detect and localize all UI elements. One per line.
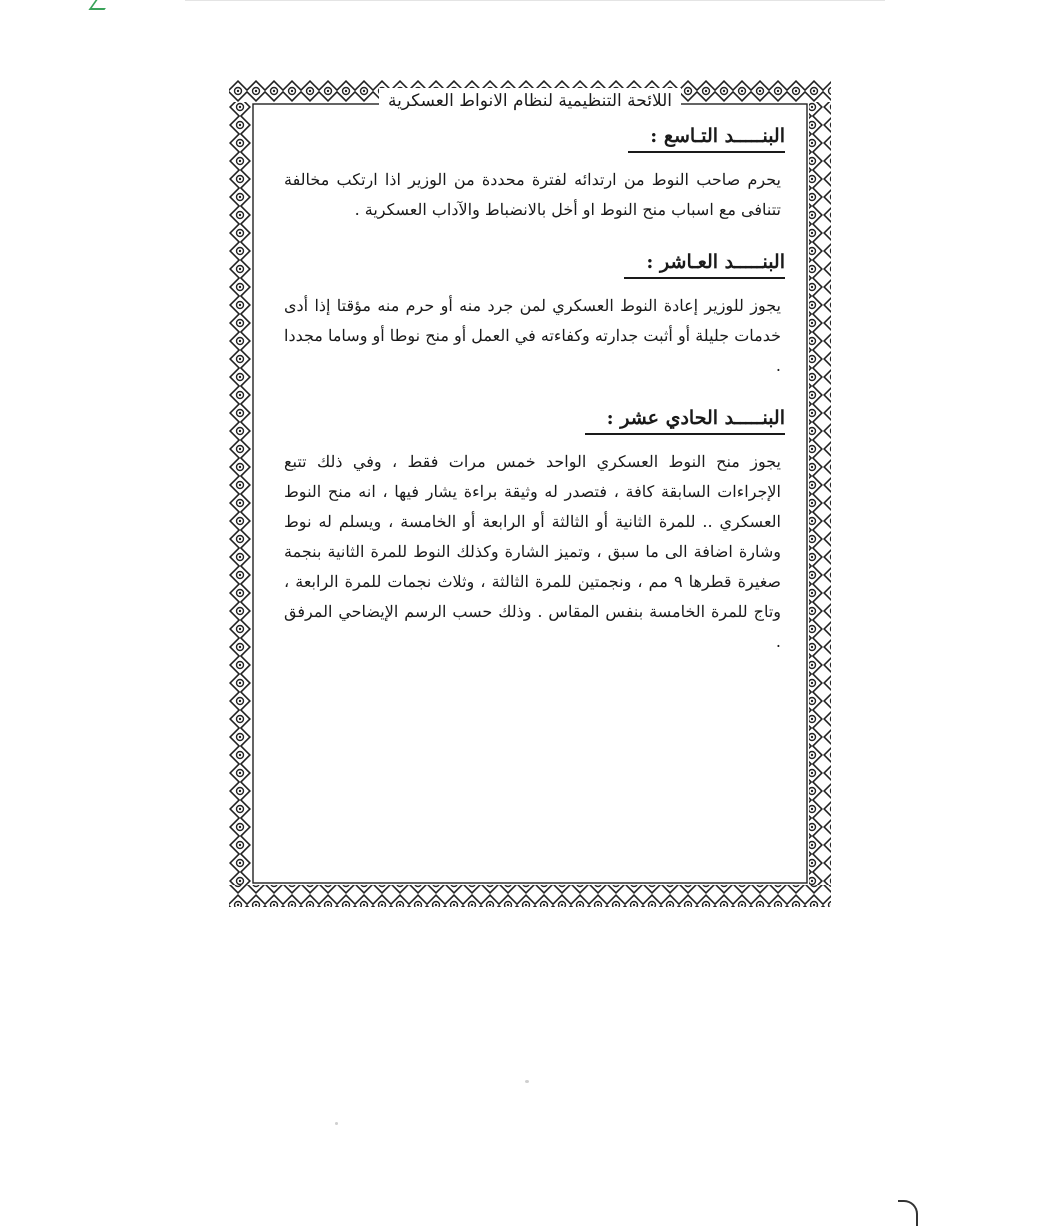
article-heading: البنـــــد الحادي عشر : [585,407,785,435]
ornamental-frame [229,80,831,907]
article-tenth [284,251,785,381]
page-edge-mark [898,1200,918,1226]
article-ninth [284,125,785,225]
article-body: يجوز للوزير إعادة النوط العسكري لمن جرد منه أو حرم منه مؤقتا إذا أدى خدمات جليلة أو أثبت جدارته وكفاءته في العمل أو منح نوطا أو وساما مجددا . [284,296,781,375]
article-body: يجوز منح النوط العسكري الواحد خمس مرات فقط ، وفي ذلك تتبع الإجراءات السابقة كافة ، فتصدر له وثيقة براءة يشار فيها ، انه منح النوط العسكري .. للمرة الثانية أو الثالثة أو الرابعة أو الخامسة ، ويسلم له نوط وشارة اضافة الى ما سبق ، وتميز الشارة وكذلك النوط للمرة الثانية بنجمة صغيرة قطرها ٩ مم ، ونجمتين للمرة الثالثة ، وثلاث نجمات للمرة الرابعة ، وتاج للمرة الخامسة بنفس المقاس . وذلك حسب الرسم الإيضاحي المرفق . [284,452,781,651]
article-heading: البنـــــد العـاشر : [624,251,785,279]
article-heading: البنـــــد التـاسع : [628,125,785,153]
header-title: اللائحة التنظيمية لنظام الانواط العسكرية [379,88,681,114]
scan-speck [525,1080,529,1083]
document-content [284,125,785,683]
scan-top-edge [185,0,885,1]
corner-scan-mark [88,0,111,10]
article-body: يحرم صاحب النوط من ارتدائه لفترة محددة من الوزير اذا ارتكب مخالفة تتنافى مع اسباب منح النوط او أخل بالانضباط والآداب العسكرية . [284,170,781,219]
scan-speck [335,1122,338,1125]
article-eleventh [284,407,785,657]
